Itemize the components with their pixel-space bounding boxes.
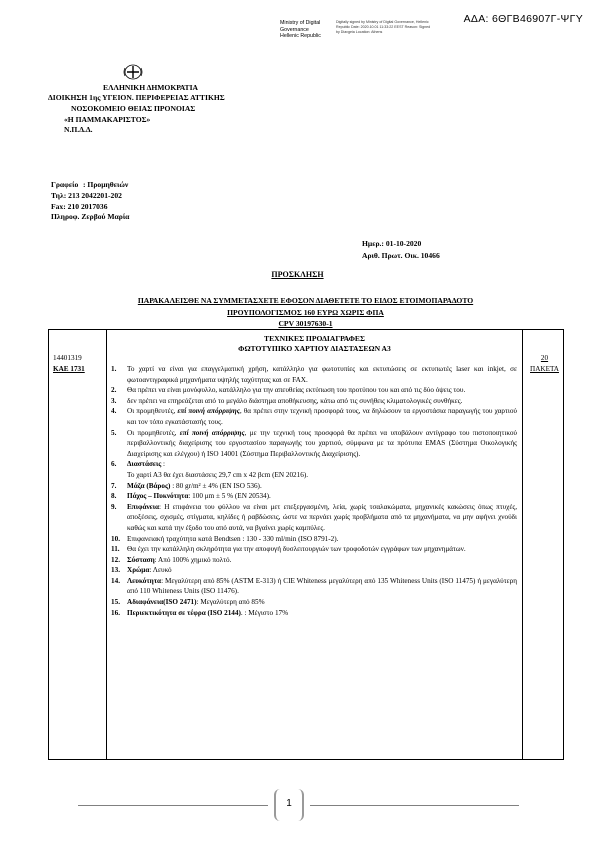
page-footer	[78, 789, 519, 821]
quantity-value: 20	[540, 354, 549, 362]
digital-signature-stamp	[280, 20, 430, 62]
spec-item-number: 7.	[111, 481, 117, 490]
department-value: : Προμηθειών	[83, 180, 129, 189]
spec-item	[111, 364, 517, 385]
spec-item	[111, 608, 517, 619]
spec-item-label: Λευκότητα	[127, 576, 162, 585]
signature-fine-print: Digitally signed by Ministry of Digital Governance, Hellenic Republic Date: 2020.10.01 11:33:22 EEST Reason: Signed by Diavgeia Location: Athens	[336, 20, 431, 34]
signature-line: Hellenic Republic	[280, 33, 321, 40]
greek-emblem-icon	[122, 63, 144, 81]
spec-item-text	[127, 555, 517, 566]
spec-item-number: 11.	[111, 545, 120, 554]
spec-item-label: Σύσταση	[127, 555, 155, 564]
spec-item-body: δεν πρέπει να επηρεάζεται από το μεγάλο διάστημα αποθήκευσης, κάτω από τις συνήθεις κλιματολογικές συνθήκες.	[127, 396, 463, 405]
spec-item	[111, 481, 517, 492]
spec-item-text	[127, 565, 517, 576]
office-department	[51, 180, 128, 190]
spec-item-emphasis: επί ποινή απόρριψης	[179, 428, 245, 437]
spec-item-number: 8.	[111, 492, 117, 501]
spec-item	[111, 576, 517, 597]
spec-item-body: Θα έχει την κατάλληλη σκληρότητα για την αποφυγή δυσλειτουργιών των τροφοδοτών εγγράφων των μηχανημάτων.	[127, 545, 466, 554]
subject-line: CPV 30197630-1	[278, 319, 333, 329]
spec-item-number: 4.	[111, 407, 117, 416]
spec-item-label: Περιεκτικότητα σε τέφρα (ISO 2144)	[127, 608, 241, 617]
document-date: Ημερ.: 01-10-2020	[362, 239, 422, 248]
spec-item-body: Οι προμηθευτές,	[127, 407, 178, 416]
spec-item-body: : Λευκό	[149, 566, 172, 575]
spec-item-text	[127, 385, 517, 396]
spec-item-label: Χρώμα	[127, 566, 150, 575]
spec-item-text	[127, 491, 517, 502]
spec-item	[111, 502, 517, 534]
spec-item-number: 1.	[111, 365, 117, 373]
spec-item-body: Οι προμηθευτές,	[127, 428, 180, 437]
spec-item-number: 5.	[111, 428, 117, 437]
spec-item	[111, 544, 517, 555]
ada-reference: ΑΔΑ: 6ΘΓΒ46907Γ-ΨΓΥ	[463, 13, 583, 25]
spec-item	[111, 428, 517, 460]
date-block	[362, 238, 440, 261]
spec-item	[111, 491, 517, 502]
spec-item-number: 2.	[111, 386, 117, 395]
spec-item-text	[127, 544, 517, 555]
spec-heading	[107, 334, 522, 355]
subject-line: ΠΑΡΑΚΑΛΕΙΣΘΕ ΝΑ ΣΥΜΜΕΤΑΣΧΕΤΕ ΕΦΟΣΟΝ ΔΙΑΘΕΤΕΤΕ ΤΟ ΕΙΔΟΣ ΕΤΟΙΜΟΠΑΡΑΔΟΤΟ	[137, 296, 474, 305]
specifications-table	[48, 329, 564, 760]
spec-item-body: :	[161, 460, 166, 469]
spec-item-body: : Μεγαλύτερη από 85% (ASTM E-313) ή CIE Whiteness μεγαλύτερη από 135 Whiteness Units (ISO 11475) ή μεγαλύτερη από 110 Whiteness Units (ISO 11476).	[127, 576, 517, 596]
footer-rule-left	[78, 805, 268, 806]
office-phone: Τηλ: 213 2042201-202	[51, 191, 122, 200]
spec-item-text	[127, 576, 517, 597]
subject-line: ΠΡΟΥΠΟΛΟΓΙΣΜΟΣ 160 ΕΥΡΩ ΧΩΡΙΣ ΦΠΑ	[227, 307, 384, 317]
spec-item-label: Διαστάσεις	[127, 460, 162, 469]
spec-item	[111, 534, 517, 545]
spec-item-number: 3.	[111, 396, 117, 405]
document-title: ΠΡΟΣΚΛΗΣΗ	[271, 270, 324, 279]
spec-item-text	[127, 406, 517, 427]
issuer-line: «Η ΠΑΜΜΑΚΑΡΙΣΤΟΣ»	[64, 115, 151, 124]
footer-rule-right	[310, 805, 519, 806]
spec-item-text	[127, 534, 517, 545]
spec-item-body: : Μεγαλύτερη από 85%	[196, 598, 265, 607]
spec-item-text	[127, 481, 517, 492]
kae-code: ΚΑΕ 1731	[53, 364, 85, 373]
spec-item	[111, 406, 517, 427]
spec-item-body: : 80 gr/m² ± 4% (EN ISO 536).	[170, 481, 262, 490]
spec-item-text	[127, 502, 517, 534]
spec-item-body: : Η επιφάνεια του φύλλου να είναι μετ επεξεργασμένη, λεία, χωρίς τσαλακώματα, μηχανικές κακώσεις όπως πτυχές, αποξέσεις, σχισμές, στίγματα, κηλίδες ή ραβδώσεις, ώστε να περνάει χωρίς προβλήματα από τα μηχανήματα, να μην αφήνει χνούδι καθώς και κατά την έξοδο του από αυτά, να βγαίνει χωρίς καμπύλες.	[127, 502, 517, 532]
subject-block	[48, 295, 563, 330]
spec-item	[111, 385, 517, 396]
spec-item	[111, 555, 517, 566]
spec-item-text	[127, 608, 517, 619]
spec-title: ΤΕΧΝΙΚΕΣ ΠΡΟΔΙΑΓΡΑΦΕΣ	[264, 334, 365, 343]
spec-item	[111, 565, 517, 576]
issuer-line: ΔΙΟΙΚΗΣΗ 1ης ΥΓΕΙΟΝ. ΠΕΡΙΦΕΡΕΙΑΣ ΑΤΤΙΚΗΣ	[48, 93, 225, 102]
issuer-line: Ν.Π.Δ.Δ.	[64, 125, 93, 134]
spec-item-number: 15.	[111, 598, 120, 607]
spec-item-label: Πάχος – Πυκνότητα	[127, 492, 189, 501]
spec-item-label: Αδιαφάνεια(ISO 2471)	[127, 598, 197, 607]
page-number: 1	[286, 798, 292, 809]
spec-item-number: 9.	[111, 502, 117, 511]
spec-item-number: 14.	[111, 576, 120, 585]
spec-item-body: Το χαρτί να είναι για επαγγελματική χρήση, κατάλληλο για φωτοτυπίες και εκτυπώσεις σε εκτυπωτές laser και inkjet, σε φωτοαντιγραφικά μηχανήματα υψηλής ταχύτητας και σε FAX.	[127, 365, 517, 384]
spec-item-number: 10.	[111, 534, 120, 543]
issuer-line: ΝΟΣΟΚΟΜΕΙΟ ΘΕΙΑΣ ΠΡΟΝΟΙΑΣ	[71, 104, 196, 113]
spec-item-text	[127, 364, 517, 385]
issuer-line: ΕΛΛΗΝΙΚΗ ΔΗΜΟΚΡΑΤΙΑ	[103, 83, 199, 92]
spec-item-body: Επιφανειακή τραχύτητα κατά Bendtsen : 130 - 330 ml/min (ISO 8791-2).	[127, 534, 339, 543]
quantity-cell	[523, 353, 566, 374]
spec-item-label: Επιφάνεια	[127, 502, 159, 511]
item-code: 14401319	[53, 354, 82, 362]
spec-item-number: 16.	[111, 608, 120, 617]
spec-item-body: , θα πρέπει στην τεχνική προσφορά τους, να δηλώσουν τα εργοστάσια παραγωγής του χαρτιού και τον τόπο εγκατάστασής τους.	[127, 407, 517, 426]
spec-item-body: , με την τεχνική τους προσφορά θα πρέπει να υποβάλουν αντίγραφο του πιστοποιητικού περιβαλλοντικής διαχείρισης του εργοστασίου παραγωγής του χαρτιού, σύμφωνα με τα πρότυπα EMAS (Σύστημα Οικολογικής Διαχείρισης και ελέγχου) ή ISO 14001 (Σύστημα Περιβαλλοντικής Διαχείρισης).	[127, 428, 517, 458]
spec-item	[111, 459, 517, 480]
spec-item-text	[127, 459, 517, 480]
spec-item-body: Θα πρέπει να είναι μονόφυλλο, κατάλληλο για την απευθείας εκτύπωση του προτύπου του και από τις δύο όψεις του.	[127, 386, 466, 395]
spec-item-body: : Από 100% χημικό πολτό.	[154, 555, 232, 564]
spec-item	[111, 597, 517, 608]
spec-item-body: . : Μέγιστο 17%	[240, 608, 289, 617]
spec-item-number: 6.	[111, 460, 117, 469]
spec-item-text	[127, 396, 517, 407]
signature-issuer	[280, 20, 321, 40]
signature-line: Ministry of Digital	[280, 20, 321, 26]
signature-line: Governance	[280, 26, 309, 33]
spec-item-label: Μάζα (Βάρος)	[127, 481, 171, 490]
spec-subtitle: ΦΩΤΟΤΥΠΙΚΟ ΧΑΡΤΙΟΥ ΔΙΑΣΤΑΣΕΩΝ Α3	[238, 344, 391, 354]
protocol-number: Αριθ. Πρωτ. Οικ. 10466	[362, 250, 440, 260]
office-info: Πληροφ. Ζερβού Μαρία	[51, 212, 130, 221]
spec-item	[111, 396, 517, 407]
spec-item-text	[127, 597, 517, 608]
spec-item-emphasis: επί ποινή απόρριψης	[177, 407, 240, 416]
spec-items-list	[111, 364, 517, 618]
spec-item-body: Το χαρτί Α3 θα έχει διαστάσεις 29,7 cm x 42 βcm (EN 20216).	[127, 470, 309, 479]
office-fax: Fax: 210 2017036	[51, 202, 108, 211]
quantity-column	[522, 330, 565, 759]
department-label: Γραφείο	[51, 180, 79, 189]
spec-item-number: 13.	[111, 566, 120, 575]
code-column	[49, 330, 107, 759]
quantity-unit: ΠΑΚΕΤΑ	[530, 364, 559, 373]
spec-item-text	[127, 428, 517, 460]
item-code-cell	[53, 353, 85, 374]
spec-item-number: 12.	[111, 555, 120, 564]
spec-item-body: : 100 μm ± 5 % (EN 20534).	[188, 492, 271, 501]
